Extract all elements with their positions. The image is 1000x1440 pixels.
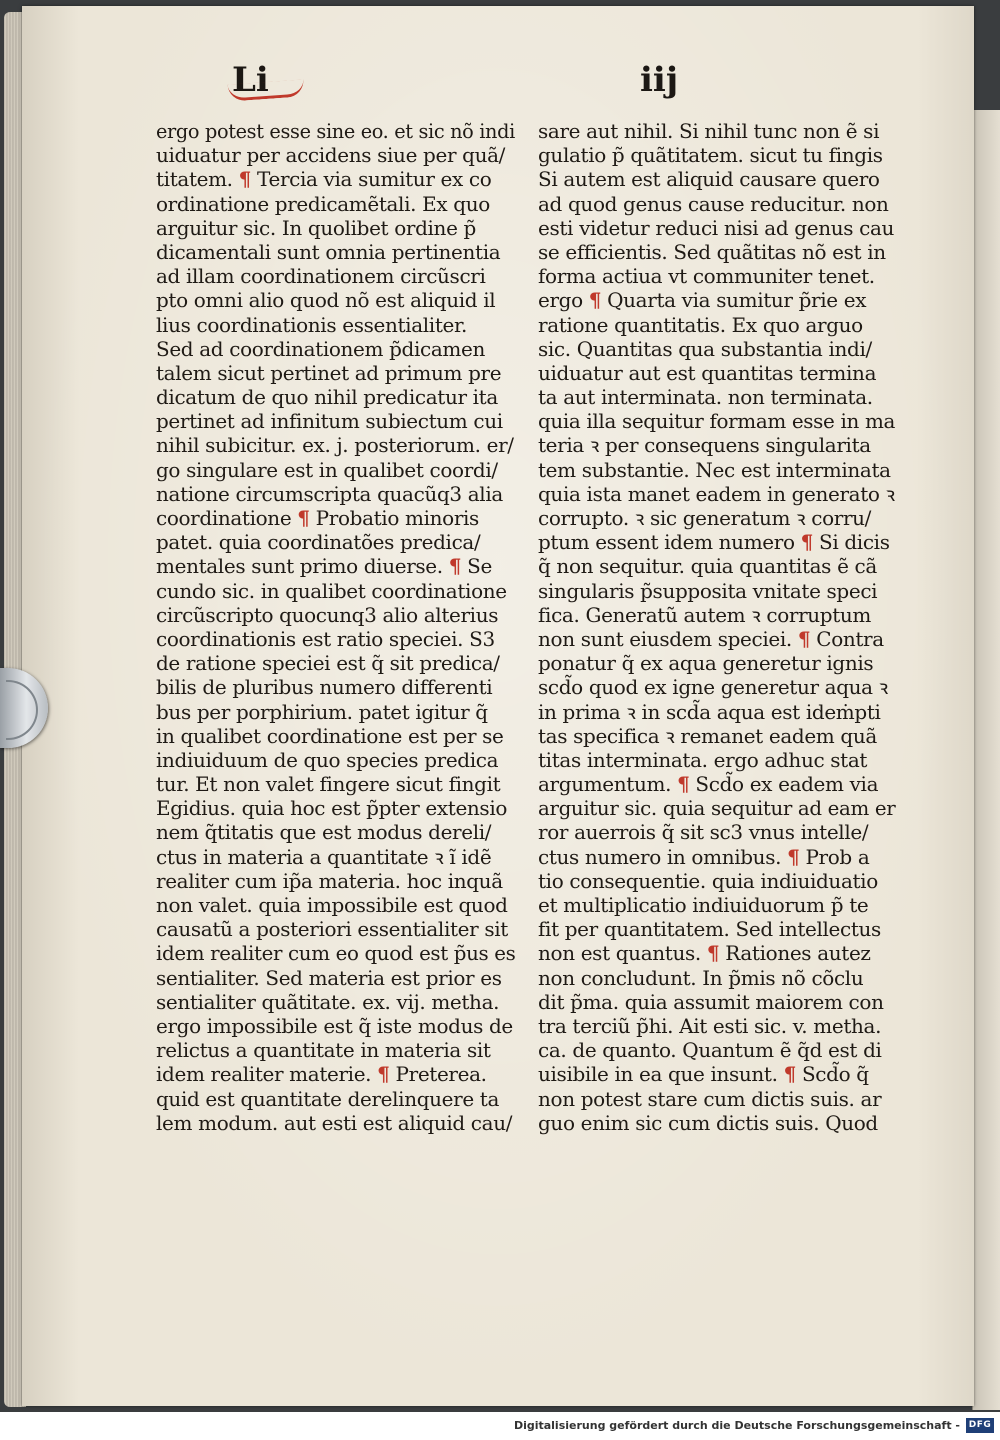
rubric-paragraph-mark: ¶ bbox=[800, 531, 814, 555]
text-line: sic. Quantitas qua substantia indi/ bbox=[538, 337, 872, 361]
text-line: tio consequentie. quia indiuiduatio bbox=[538, 869, 878, 893]
text-line: indiuiduum de quo species predica bbox=[156, 748, 499, 772]
text-line: non sunt eiusdem speciei. ¶ Contra bbox=[538, 627, 884, 651]
text-line: ergo impossibile est q̃ iste modus de bbox=[156, 1014, 513, 1038]
text-line: ctus in materia a quantitate ꝛ ĩ idẽ bbox=[156, 845, 492, 869]
text-line: scd̃o quod ex igne generetur aqua ꝛ bbox=[538, 676, 888, 700]
text-line: idem realiter cum eo quod est p̃us es bbox=[156, 942, 516, 966]
text-line: circũscripto quocunq3 alio alterius bbox=[156, 603, 499, 627]
text-line: non potest stare cum dictis suis. ar bbox=[538, 1087, 882, 1111]
text-line: ad illam coordinationem circũscri bbox=[156, 265, 486, 289]
text-line: non valet. quia impossibile est quod bbox=[156, 894, 508, 917]
text-line: forma actiua vt communiter tenet. bbox=[538, 265, 875, 289]
rubric-paragraph-mark: ¶ bbox=[783, 1063, 796, 1087]
rubric-paragraph-mark: ¶ bbox=[706, 942, 720, 966]
text-line: uiduatur aut est quantitas termina bbox=[538, 361, 877, 385]
text-line: idem realiter materie. ¶ Preterea. bbox=[156, 1063, 487, 1087]
text-line: ergo potest esse sine eo. et sic nõ indi bbox=[156, 120, 515, 143]
adjacent-page-edge bbox=[972, 110, 1000, 1410]
text-line: uiduatur per accidens siue per quã/ bbox=[156, 144, 506, 168]
rubric-paragraph-mark: ¶ bbox=[238, 168, 252, 192]
text-line: non est quantus. ¶ Rationes autez bbox=[538, 942, 871, 966]
signature-mark-right-text: iij bbox=[640, 60, 679, 100]
text-line: uisibile in ea que insunt. ¶ Scd̃o q̃ bbox=[538, 1063, 869, 1087]
text-line: talem sicut pertinet ad primum pre bbox=[156, 361, 502, 385]
text-line: titas interminata. ergo adhuc stat bbox=[538, 748, 868, 772]
footer-credit: Digitalisierung gefördert durch die Deutsche Forschungsgemeinschaft - bbox=[513, 1419, 960, 1432]
text-line: cundo sic. in qualibet coordinatione bbox=[156, 579, 507, 603]
text-line: argumentum. ¶ Scd̃o ex eadem via bbox=[538, 773, 879, 797]
text-line: Si autem est aliquid causare quero bbox=[538, 168, 880, 192]
text-line: go singulare est in qualibet coordi/ bbox=[156, 458, 498, 482]
text-line: pertinet ad infinitum subiectum cui bbox=[156, 410, 503, 434]
text-line: ponatur q̃ ex aqua generetur ignis bbox=[538, 652, 874, 676]
rubric-paragraph-mark: ¶ bbox=[448, 555, 462, 579]
text-line: tra terciũ p̃hi. Ait esti sic. v. metha. bbox=[538, 1014, 882, 1038]
text-line: singularis p̃supposita vnitate speci bbox=[538, 579, 878, 603]
text-line: tem substantie. Nec est interminata bbox=[538, 458, 891, 482]
text-line: sentialiter. Sed materia est prior es bbox=[156, 966, 502, 990]
text-line: fit per quantitatem. Sed intellectus bbox=[538, 918, 881, 942]
text-line: bus per porphirium. patet igitur q̃ bbox=[156, 700, 488, 724]
dfg-logo: DFG bbox=[966, 1418, 994, 1433]
footer-bar bbox=[0, 1412, 1000, 1440]
rubric-paragraph-mark: ¶ bbox=[377, 1063, 390, 1087]
rubric-paragraph-mark: ¶ bbox=[297, 507, 310, 530]
text-line: esti videtur reduci nisi ad genus cau bbox=[538, 216, 895, 240]
text-line: ordinatione predicamẽtali. Ex quo bbox=[156, 192, 490, 216]
text-line: quid est quantitate derelinquere ta bbox=[156, 1087, 500, 1111]
text-line: pto omni alio quod nõ est aliquid il bbox=[156, 289, 496, 313]
text-line: coordinationis est ratio speciei. S3 bbox=[156, 627, 495, 651]
text-line: nihil subicitur. ex. j. posteriorum. er/ bbox=[156, 434, 514, 458]
text-line: in prima ꝛ in scd̃a aqua est ideṁpti bbox=[538, 700, 881, 724]
text-line: q̃ non sequitur. quia quantitas ẽ cã bbox=[538, 555, 877, 579]
text-column-left bbox=[156, 120, 515, 1136]
text-line: titatem. ¶ Tercia via sumitur ex co bbox=[156, 168, 492, 192]
text-line: realiter cum ip̃a materia. hoc inquã bbox=[156, 869, 503, 893]
text-line: natione circumscripta quacũq3 alia bbox=[156, 482, 503, 506]
text-line: sentialiter quãtitate. ex. vij. metha. bbox=[156, 990, 500, 1014]
text-line: mentales sunt primo diuerse. ¶ Se bbox=[156, 555, 492, 579]
text-line: guo enim sic cum dictis suis. Quod bbox=[538, 1111, 878, 1135]
text-line: se efficientis. Sed quãtitas nõ est in bbox=[538, 240, 886, 264]
text-line: ror auerrois q̃ sit sc3 vnus intelle/ bbox=[538, 821, 869, 845]
text-line: ta aut interminata. non terminata. bbox=[538, 386, 873, 410]
text-line: ptum essent idem numero ¶ Si dicis bbox=[538, 531, 890, 555]
text-line: lius coordinationis essentialiter. bbox=[156, 313, 467, 337]
text-line: gulatio p̃ quãtitatem. sicut tu fingis bbox=[538, 144, 883, 168]
text-line: dicatum de quo nihil predicatur ita bbox=[156, 386, 498, 410]
rubric-paragraph-mark: ¶ bbox=[797, 627, 811, 651]
signature-mark-left bbox=[232, 60, 269, 100]
text-column-right bbox=[538, 120, 895, 1136]
text-line: dicamentali sunt omnia pertinentia bbox=[156, 240, 501, 264]
text-line: sare aut nihil. Si nihil tunc non ẽ si bbox=[538, 120, 880, 143]
text-line: coordinatione ¶ Probatio minoris bbox=[156, 507, 479, 530]
text-line: et multiplicatio indiuiduorum p̃ te bbox=[538, 894, 869, 917]
text-line: lem modum. aut esti est aliquid cau/ bbox=[156, 1111, 513, 1135]
text-line: tur. Et non valet fingere sicut fingit bbox=[156, 773, 501, 797]
text-line: nem q̃titatis que est modus dereli/ bbox=[156, 821, 492, 845]
rubric-paragraph-mark: ¶ bbox=[588, 289, 602, 313]
text-line: dit p̃ma. quia assumit maiorem con bbox=[538, 990, 884, 1014]
text-line: relictus a quantitate in materia sit bbox=[156, 1039, 491, 1063]
text-line: arguitur sic. In quolibet ordine p̃ bbox=[156, 216, 476, 240]
text-line: arguitur sic. quia sequitur ad eam er bbox=[538, 797, 896, 821]
rubric-paragraph-mark: ¶ bbox=[677, 773, 690, 797]
text-line: non concludunt. In p̃mis nõ cõclu bbox=[538, 966, 864, 990]
text-line: Sed ad coordinationem p̃dicamen bbox=[156, 337, 485, 361]
text-line: tas specifica ꝛ remanet eadem quã bbox=[538, 724, 877, 748]
text-line: ca. de quanto. Quantum ẽ q̃d est di bbox=[538, 1039, 882, 1063]
text-line: Egidius. quia hoc est p̃pter extensio bbox=[156, 797, 508, 821]
text-line: de ratione speciei est q̃ sit predica/ bbox=[156, 652, 500, 676]
text-line: ctus numero in omnibus. ¶ Prob a bbox=[538, 845, 870, 869]
signature-mark-right bbox=[640, 60, 678, 100]
page-clamp-rim bbox=[6, 680, 38, 740]
text-line: causatũ a posteriori essentialiter sit bbox=[156, 918, 508, 942]
signature-mark-left-text: Li bbox=[232, 60, 269, 100]
text-line: quia ista manet eadem in generato ꝛ bbox=[538, 482, 895, 506]
rubric-paragraph-mark: ¶ bbox=[787, 845, 800, 869]
text-line: quia illa sequitur formam esse in ma bbox=[538, 410, 896, 434]
text-line: teria ꝛ per consequens singularita bbox=[538, 434, 871, 458]
text-line: ergo ¶ Quarta via sumitur p̃rie ex bbox=[538, 289, 867, 313]
text-line: bilis de pluribus numero differenti bbox=[156, 676, 493, 700]
text-line: ratione quantitatis. Ex quo arguo bbox=[538, 313, 863, 337]
text-line: ad quod genus cause reducitur. non bbox=[538, 192, 889, 216]
text-line: patet. quia coordinatões predica/ bbox=[156, 531, 481, 555]
text-line: fica. Generatũ autem ꝛ corruptum bbox=[538, 603, 872, 627]
text-line: in qualibet coordinatione est per se bbox=[156, 724, 504, 748]
text-line: corrupto. ꝛ sic generatum ꝛ corru/ bbox=[538, 507, 872, 530]
